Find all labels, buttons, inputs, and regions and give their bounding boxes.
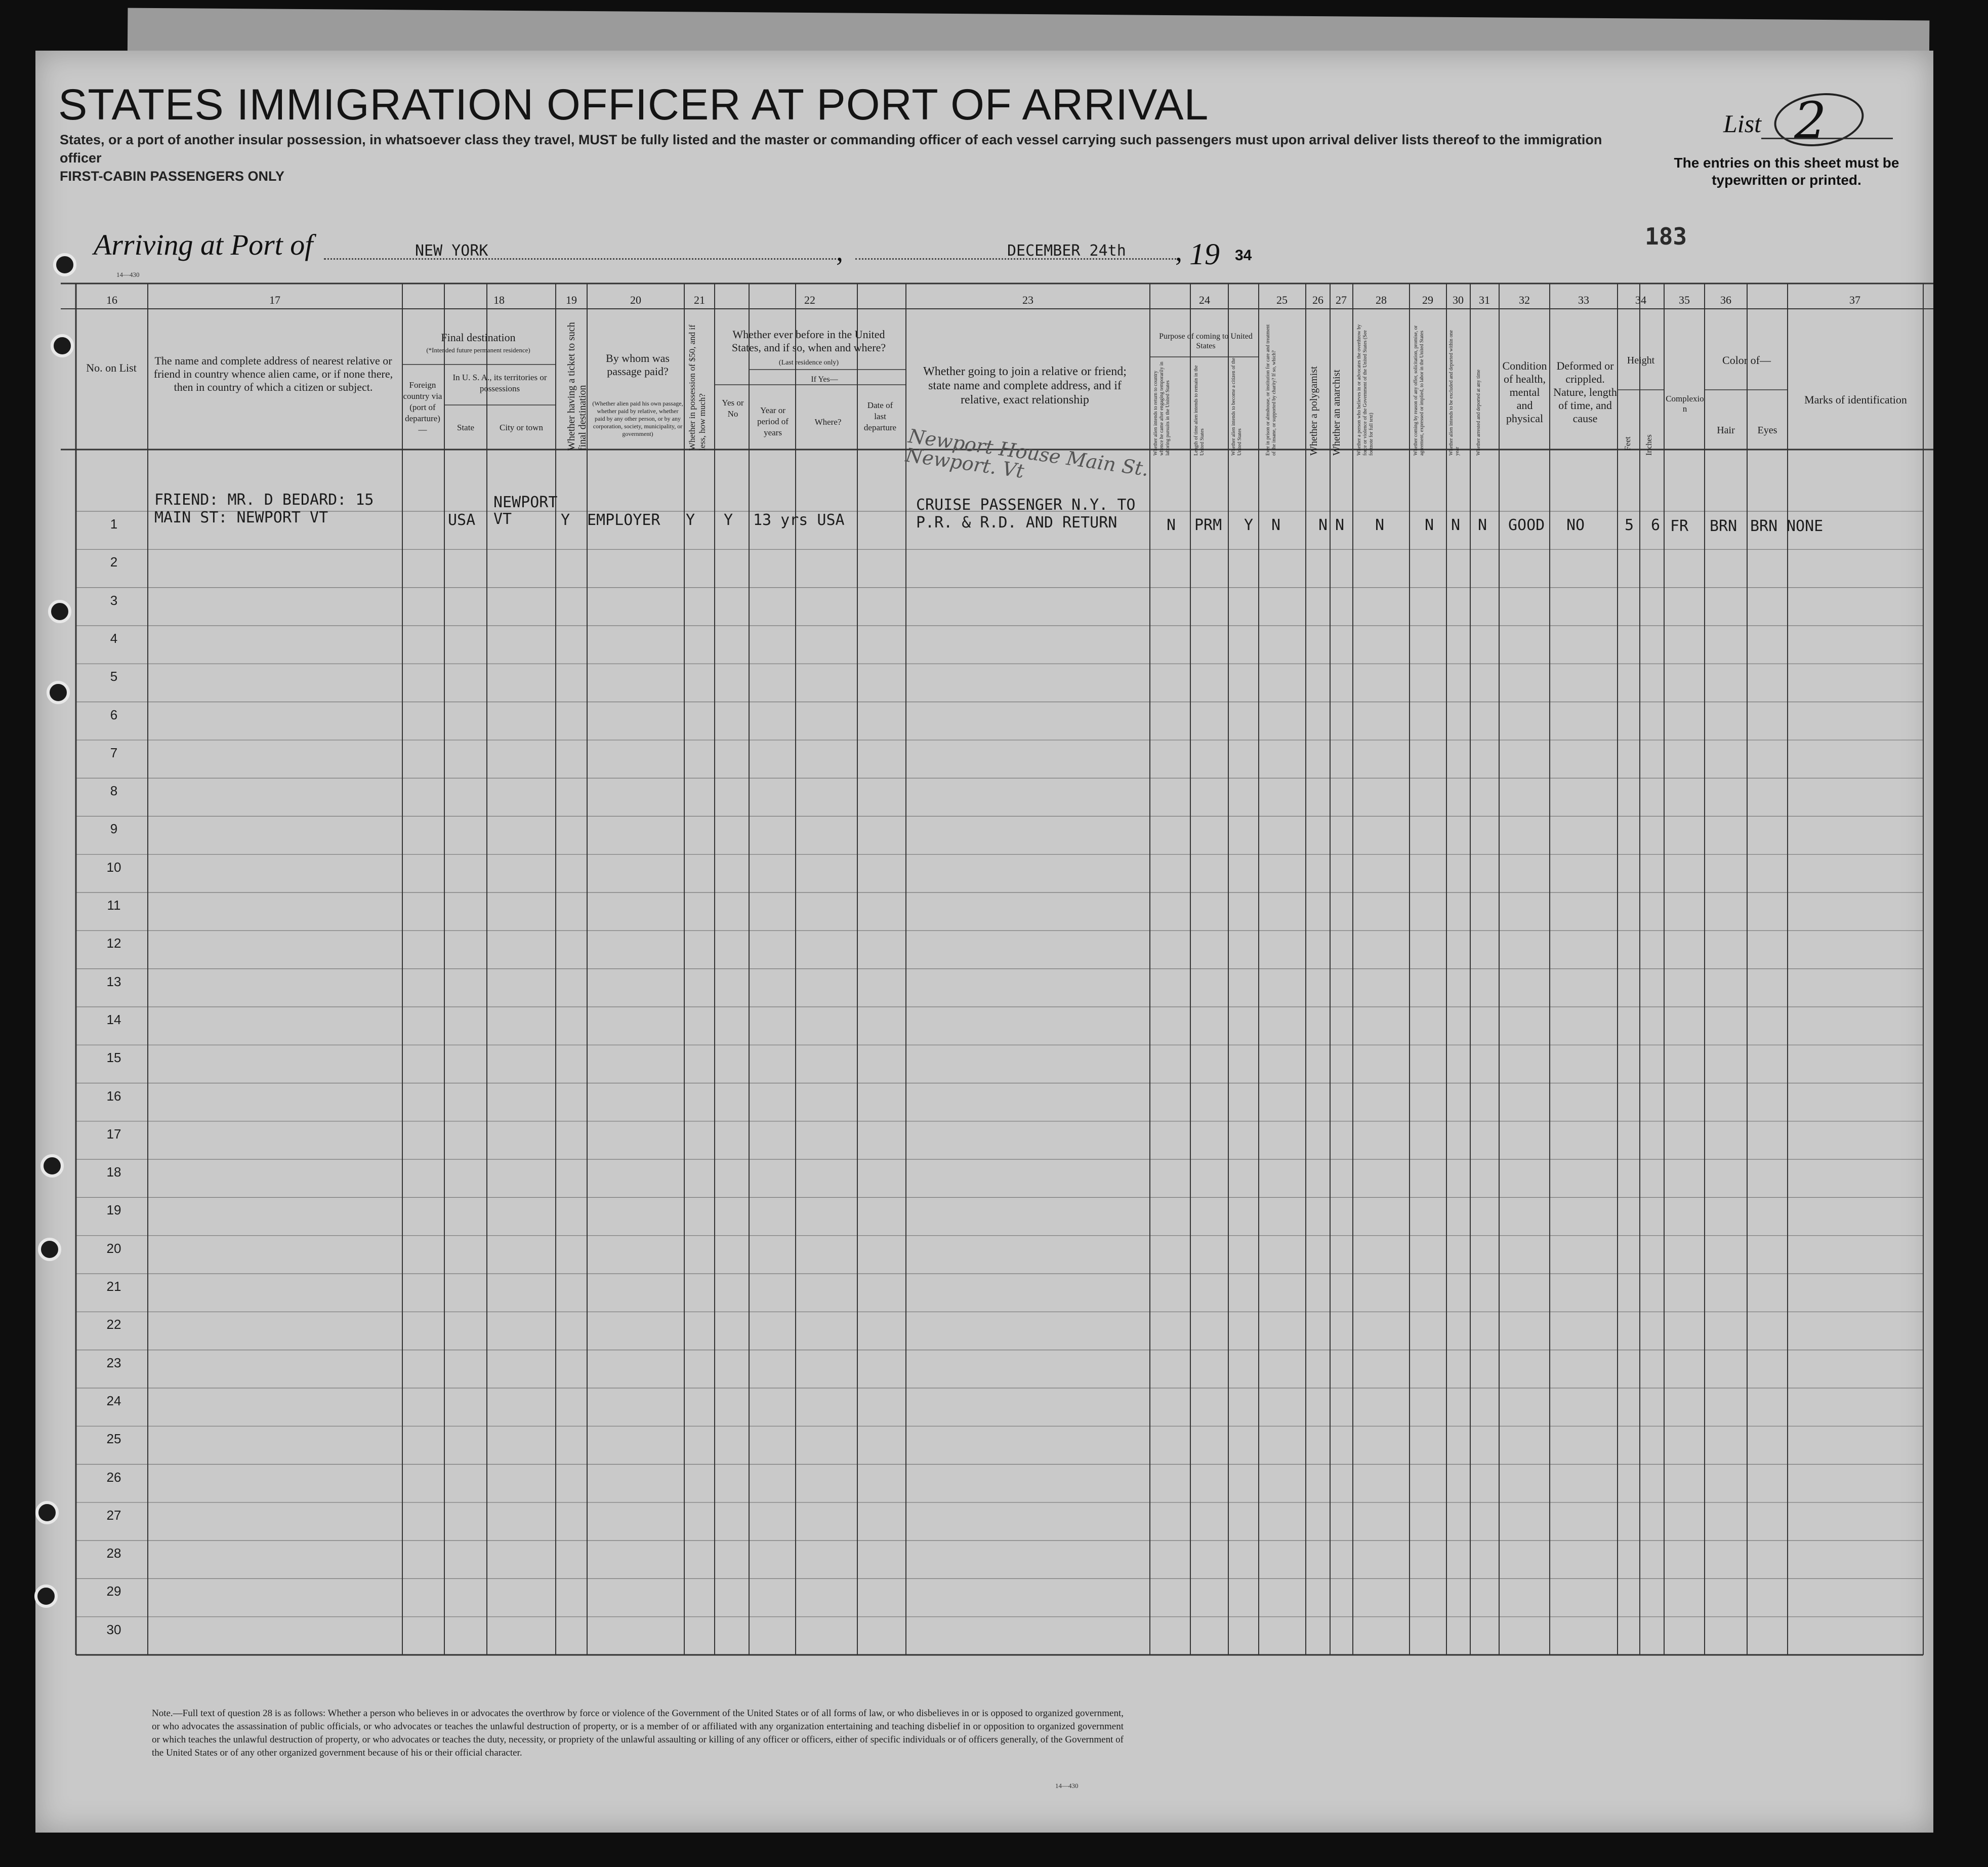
header-foreign-country: Foreign country via (port of departure)— xyxy=(403,380,442,434)
row-number: 14 xyxy=(106,1011,121,1027)
row-number: 26 xyxy=(106,1469,121,1485)
entry-feet: 5 xyxy=(1625,516,1634,534)
entry-deformed: NO xyxy=(1566,516,1585,534)
entry-anarchist: N xyxy=(1335,516,1345,534)
port-value: NEW YORK xyxy=(415,242,488,260)
row-number: 17 xyxy=(106,1126,121,1142)
year-prefix: 19 xyxy=(1189,237,1220,271)
column-number: 16 xyxy=(106,294,117,306)
entry-polygamist: N xyxy=(1318,516,1328,534)
header-relative: The name and complete address of nearest relative or friend in country whence alien came, or if none there, then in country of which a citizen or subject. xyxy=(153,354,393,393)
entry-years-where: 13 yrs USA xyxy=(753,511,845,529)
row-number: 7 xyxy=(110,745,118,760)
header-final-destination-sub: (*Intended future permanent residence) xyxy=(426,346,530,354)
entry-arrested: N xyxy=(1478,516,1487,534)
row-number: 16 xyxy=(106,1088,121,1104)
header-ever-before-sub: (Last residence only) xyxy=(778,359,839,367)
page-title: STATES IMMIGRATION OFFICER AT PORT OF ARRIVAL xyxy=(58,80,1209,129)
header-anarchist: Whether an anarchist xyxy=(1331,370,1342,456)
header-complexion: Complexion xyxy=(1666,394,1704,414)
header-purpose-length: Length of time alien intends to remain in the United States xyxy=(1193,365,1205,456)
list-label: List xyxy=(1723,109,1762,138)
column-number: 25 xyxy=(1276,294,1288,306)
header-purpose: Purpose of coming to United States xyxy=(1159,332,1253,350)
row-number: 10 xyxy=(106,859,121,875)
row-number: 12 xyxy=(106,936,121,951)
entry-hair: BRN xyxy=(1710,517,1737,535)
header-marks: Marks of identification xyxy=(1804,393,1907,406)
entry-join-line1: CRUISE PASSENGER N.Y. TO xyxy=(916,496,1136,514)
row-number: 27 xyxy=(106,1507,121,1523)
header-fifty-dollars: Whether in possession of $50, and if less, how much? xyxy=(687,324,707,451)
entry-city-line1: NEWPORT xyxy=(493,494,558,511)
row-number: 4 xyxy=(110,630,118,646)
column-number: 19 xyxy=(566,294,577,306)
entry-inches: 6 xyxy=(1651,516,1661,534)
header-purpose-citizen: Whether alien intends to become a citizen of the United States xyxy=(1231,357,1242,456)
row-number: 5 xyxy=(110,669,118,684)
row-number: 22 xyxy=(106,1317,121,1332)
footnote: Note.—Full text of question 28 is as follows: Whether a person who believes in or advocates the overthrow by force or violence of the Government of the United States or of all forms of law, or who disbelieves in or is opposed to organized government, or who advocates the assassination of public officials, or who advocates or teaches the unlawful destruction of property, or is a member of or affiliated with any organization entertaining and teaching disbelief in or opposition to organized government or which teaches the unlawful destruction of property, or who advocates or teaches the duty, necessity, or propriety of the unlawful assaulting or killing of any officer or officers, either of specific individuals or of officers generally, of the Government of the United States or of any other organized government because of his or their official character. xyxy=(152,1708,1124,1758)
entry-relative-line2: MAIN ST: NEWPORT VT xyxy=(154,509,328,526)
column-number: 33 xyxy=(1578,294,1589,306)
column-number: 31 xyxy=(1479,294,1490,306)
row-number: 24 xyxy=(106,1393,121,1408)
column-number: 35 xyxy=(1679,294,1690,306)
header-feet: Feet xyxy=(1624,436,1632,451)
entry-paid-by: EMPLOYER xyxy=(587,511,660,529)
column-number: 32 xyxy=(1519,294,1530,306)
arriving-label: Arriving at Port of xyxy=(94,228,313,261)
header-deformed: Deformed or crippled. Nature, length of time, and cause xyxy=(1553,359,1617,425)
row-number: 8 xyxy=(110,783,118,799)
header-passage-paid-sub: (Whether alien paid his own passage, whether paid by relative, whether paid by any other person, or by any corporation, society, municipality, or government) xyxy=(592,400,683,437)
column-number: 30 xyxy=(1453,294,1464,306)
header-city: City or town xyxy=(500,423,543,432)
footer-form-number: 14—430 xyxy=(1055,1782,1079,1790)
header-year: Year or period of years xyxy=(757,405,789,437)
entry-has-50: Y xyxy=(686,511,695,529)
column-number: 20 xyxy=(630,294,641,306)
column-number: 23 xyxy=(1022,294,1033,306)
entry-excluded: N xyxy=(1451,516,1461,534)
entry-citizen: Y xyxy=(1244,516,1254,534)
header-purpose-return: Whether alien intends to return to country whence he came after engaging temporarily in laboring pursuits in the United States xyxy=(1153,361,1171,456)
row-number: 2 xyxy=(110,554,118,570)
column-number: 28 xyxy=(1376,294,1387,306)
entry-overthrow: N xyxy=(1375,516,1385,534)
entry-before-us: Y xyxy=(724,511,733,529)
entry-health: GOOD xyxy=(1508,516,1545,534)
column-number: 22 xyxy=(804,294,815,306)
row-number: 28 xyxy=(106,1546,121,1561)
list-number: 2 xyxy=(1794,91,1827,150)
entry-marks: NONE xyxy=(1787,517,1824,535)
year-suffix: 34 xyxy=(1235,247,1252,264)
row-number: 1 xyxy=(110,516,118,532)
column-number: 24 xyxy=(1199,294,1210,306)
entry-join-line2: P.R. & R.D. AND RETURN xyxy=(916,514,1117,532)
header-prison: Ever in prison or almshouse, or institution for care and treatment of the insane, or supported by charity? If so, which? xyxy=(1265,324,1277,456)
date-value: DECEMBER 24th xyxy=(1007,242,1126,260)
header-color-of: Color of— xyxy=(1722,354,1771,367)
row-number: 13 xyxy=(106,973,121,989)
row-number: 6 xyxy=(110,707,118,722)
column-number: 29 xyxy=(1422,294,1433,306)
entry-state: USA xyxy=(448,511,476,529)
subtitle-class: FIRST-CABIN PASSENGERS ONLY xyxy=(60,169,285,184)
row-number: 21 xyxy=(106,1279,121,1294)
handwritten-address: Newport House Main St. Newport. Vt xyxy=(904,424,1150,483)
row-number: 30 xyxy=(106,1621,121,1637)
header-in-usa: In U. S. A., its territories or possessions xyxy=(452,373,547,393)
row-number: 3 xyxy=(110,592,118,608)
header-passage-paid: By whom was passage paid? xyxy=(606,352,670,378)
row-number: 9 xyxy=(110,821,118,837)
header-polygamist: Whether a polygamist xyxy=(1308,366,1319,456)
header-eyes: Eyes xyxy=(1757,425,1777,436)
row-number: 23 xyxy=(106,1355,121,1370)
header-final-destination: Final destination xyxy=(441,331,516,344)
row-number: 19 xyxy=(106,1202,121,1218)
header-date-departure: Date of last departure xyxy=(863,400,897,432)
entry-length: PRM xyxy=(1194,516,1222,534)
comma: , xyxy=(1175,236,1182,267)
header-excluded: Whether alien intends to be excluded and deported within one year xyxy=(1448,330,1460,456)
header-state: State xyxy=(457,423,474,432)
row-number: 11 xyxy=(107,898,121,913)
header-no-on-list: No. on List xyxy=(86,361,137,374)
row-number: 18 xyxy=(106,1164,121,1180)
column-number: 36 xyxy=(1720,294,1731,306)
header-overthrow: Whether a person who believes in or advocates the overthrow by force or violence of the Government of the United States (See footnote for full text) xyxy=(1356,324,1374,456)
entry-eyes: BRN xyxy=(1750,517,1778,535)
column-number: 34 xyxy=(1635,294,1646,306)
column-number: 18 xyxy=(493,294,505,306)
header-health: Condition of health, mental and physical xyxy=(1502,359,1547,425)
header-where: Where? xyxy=(814,417,842,427)
entry-ticket: Y xyxy=(561,511,570,529)
header-offer: Whether coming by reason of any offer, solicitation, promise, or agreement, expressed or implied, to labor in the United States xyxy=(1413,325,1425,456)
header-arrested: Whether arrested and deported at any time xyxy=(1476,370,1481,456)
row-number: 20 xyxy=(106,1240,121,1256)
entry-complexion: FR xyxy=(1670,517,1689,535)
subtitle-text: States, or a port of another insular possession, in whatsoever class they travel, MUST be fully listed and the master or commanding officer of each vessel carrying such passengers must upon arrival deliver lists thereof to the immigration officer xyxy=(60,132,1602,166)
entry-prison: N xyxy=(1271,516,1281,534)
header-if-yes: If Yes— xyxy=(811,375,838,384)
stamp-number: 183 xyxy=(1645,223,1687,250)
column-number: 37 xyxy=(1849,294,1860,306)
entry-offer: N xyxy=(1425,516,1434,534)
header-ever-before: Whether ever before in the United States, and if so, when and where? xyxy=(731,328,886,354)
header-yes-no: Yes or No xyxy=(722,398,744,419)
entry-city-line2: VT xyxy=(493,510,512,528)
header-height: Height xyxy=(1627,355,1655,366)
form-number: 14—430 xyxy=(116,271,140,278)
header-hair: Hair xyxy=(1717,425,1735,436)
header-join-relative: Whether going to join a relative or friend; state name and complete address, and if relative, exact relationship xyxy=(923,365,1127,407)
column-number: 17 xyxy=(269,294,280,306)
row-number: 29 xyxy=(106,1584,121,1599)
column-number: 21 xyxy=(694,294,705,306)
entry-return: N xyxy=(1167,516,1176,534)
entry-relative-line1: FRIEND: MR. D BEDARD: 15 xyxy=(154,491,374,509)
column-number: 26 xyxy=(1312,294,1323,306)
header-ticket: Whether having a ticket to such final destination xyxy=(566,322,588,451)
comma: , xyxy=(836,236,843,267)
header-inches: Inches xyxy=(1645,434,1653,456)
row-number: 15 xyxy=(106,1050,121,1066)
column-number: 27 xyxy=(1336,294,1347,306)
entries-note: The entries on this sheet must be typewritten or printed. xyxy=(1674,155,1899,188)
row-number: 25 xyxy=(106,1431,121,1447)
